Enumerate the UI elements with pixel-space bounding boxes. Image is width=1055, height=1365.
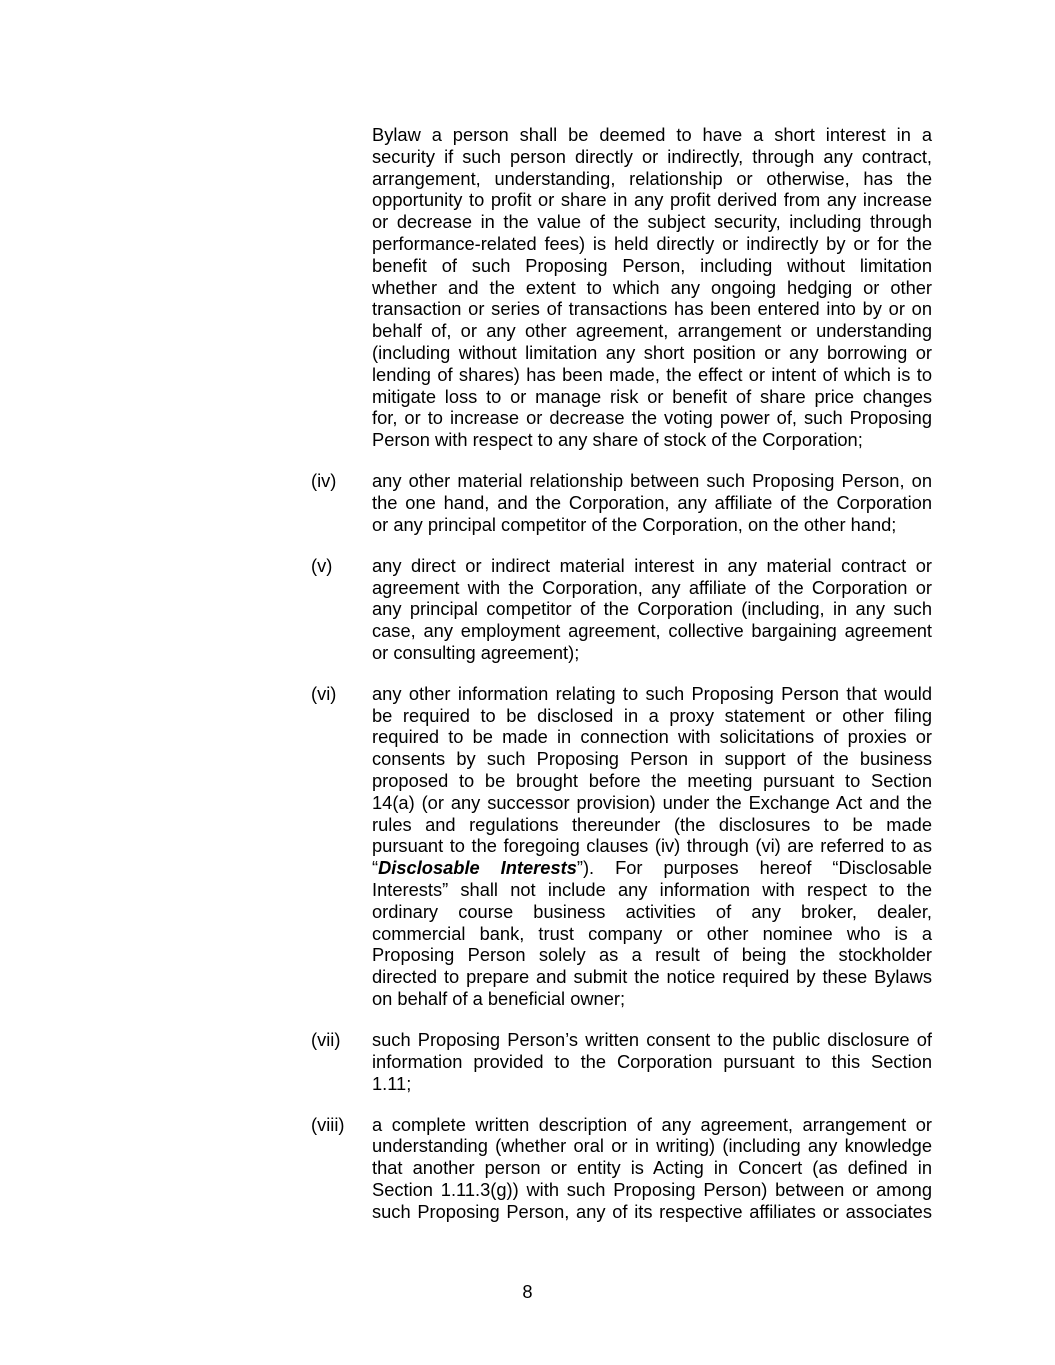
clause-v	[311, 555, 933, 664]
text-line: Section 1.11.3(g)) with such Proposing Person) between or among	[372, 1179, 932, 1200]
clause-label: (vi)	[311, 682, 337, 704]
text-line: security if such person directly or indirectly, through any contract,	[372, 145, 932, 167]
text-line: for, or to increase or decrease the voting power of, such Proposing	[372, 407, 932, 429]
clause-label: (vii)	[311, 1029, 341, 1051]
text-line: directed to prepare and submit the notice required by these Bylaws	[372, 966, 932, 988]
document-body	[311, 124, 933, 1242]
text-line: that another person or entity is Acting in Concert (as defined in	[372, 1157, 932, 1179]
clause-label: (v)	[311, 554, 333, 576]
text-line: benefit of such Proposing Person, including without limitation	[372, 254, 932, 276]
text-line: or consulting agreement);	[372, 641, 580, 663]
text-line: Interests” shall not include any information with respect to the	[372, 879, 932, 901]
text-line: opportunity to profit or share in any profit derived from any increase	[372, 189, 932, 211]
text-line: commercial bank, trust company or other nominee who is a	[372, 922, 932, 944]
text-line: be required to be disclosed in a proxy statement or other filing	[372, 704, 932, 726]
text-line: any other material relationship between such Proposing Person, on	[372, 470, 932, 492]
text-line: any other information relating to such Proposing Person that would	[372, 682, 932, 704]
text-line: case, any employment agreement, collective bargaining agreement	[372, 620, 932, 642]
paragraph-text	[372, 555, 932, 664]
clause-vi	[311, 683, 933, 1010]
clause-iv	[311, 470, 933, 535]
text-segment: ”). For purposes hereof “Disclosable	[576, 857, 932, 879]
clause-label	[311, 124, 372, 146]
paragraph-text	[372, 1029, 932, 1094]
text-line: arrangement, understanding, relationship or otherwise, has the	[372, 167, 932, 189]
text-line: Bylaw a person shall be deemed to have a short interest in a	[372, 124, 932, 145]
clause-viii	[311, 1114, 933, 1223]
text-line: required to be made in connection with solicitations of proxies or	[372, 726, 932, 748]
text-line: understanding (whether oral or in writing) (including any knowledge	[372, 1135, 932, 1157]
text-line: Proposing Person solely as a result of being the stockholder	[372, 944, 932, 966]
text-line: behalf of, or any other agreement, arrangement or understanding	[372, 320, 932, 342]
open-quote: “	[372, 857, 379, 879]
text-line: pursuant to the foregoing clauses (iv) through (vi) are referred to as	[372, 835, 932, 857]
text-line: any direct or indirect material interest in any material contract or	[372, 554, 932, 576]
text-line: (including without limitation any short position or any borrowing or	[372, 341, 932, 363]
text-line: the one hand, and the Corporation, any affiliate of the Corporation	[372, 491, 932, 513]
clause-vii	[311, 1029, 933, 1094]
page-number: 8	[522, 1281, 533, 1302]
text-line: such Proposing Person, any of its respective affiliates or associates	[372, 1200, 932, 1222]
text-line: 1.11;	[372, 1072, 412, 1094]
text-line: proposed to be brought before the meeting pursuant to Section	[372, 770, 932, 792]
text-line: consents by such Proposing Person in support of the business	[372, 748, 932, 770]
text-line: 14(a) (or any successor provision) under the Exchange Act and the	[372, 791, 932, 813]
text-line: Person with respect to any share of stock of the Corporation;	[372, 429, 863, 451]
clause-label: (viii)	[311, 1113, 345, 1135]
text-line: or any principal competitor of the Corporation, on the other hand;	[372, 513, 897, 535]
clause-label: (iv)	[311, 470, 337, 492]
paragraph-text	[372, 470, 932, 535]
text-line: mitigate loss to or manage risk or benefit of share price changes	[372, 385, 932, 407]
text-line: such Proposing Person’s written consent to the public disclosure of	[372, 1029, 932, 1051]
text-line: transaction or series of transactions has been entered into by or on	[372, 298, 932, 320]
text-line: any principal competitor of the Corporation (including, in any such	[372, 598, 932, 620]
defined-term: Disclosable Interests	[378, 857, 577, 879]
text-line	[372, 857, 932, 879]
text-line: information provided to the Corporation pursuant to this Section	[372, 1050, 932, 1072]
text-line: performance-related fees) is held directly or indirectly by or for the	[372, 232, 932, 254]
paragraph-text	[372, 683, 932, 1010]
paragraph-text	[372, 124, 932, 451]
paragraph-continued	[311, 124, 933, 451]
text-line: agreement with the Corporation, any affiliate of the Corporation or	[372, 576, 932, 598]
text-line: whether and the extent to which any ongoing hedging or other	[372, 276, 932, 298]
text-line: ordinary course business activities of any broker, dealer,	[372, 900, 932, 922]
paragraph-text	[372, 1114, 932, 1223]
text-line: on behalf of a beneficial owner;	[372, 988, 626, 1010]
text-line: or decrease in the value of the subject security, including through	[372, 211, 932, 233]
text-line: rules and regulations thereunder (the disclosures to be made	[372, 813, 932, 835]
text-line: a complete written description of any agreement, arrangement or	[372, 1113, 932, 1135]
text-line: lending of shares) has been made, the effect or intent of which is to	[372, 363, 932, 385]
